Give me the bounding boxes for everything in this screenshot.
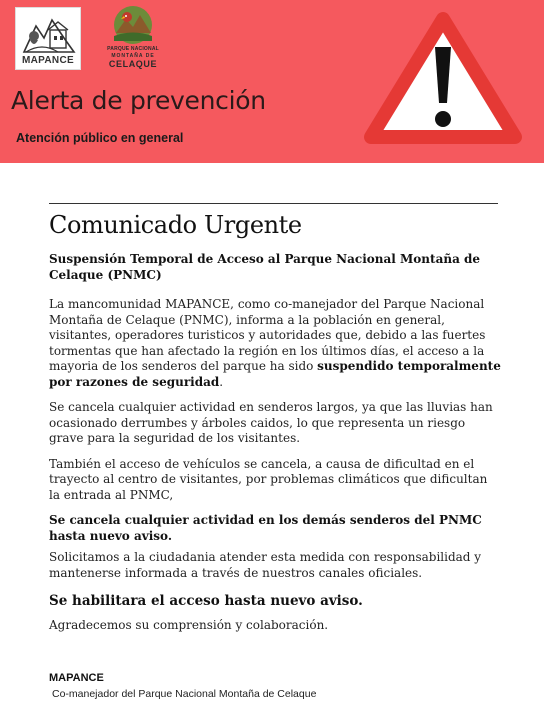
paragraph-intro: [49, 297, 501, 390]
warning-triangle-icon: [362, 9, 524, 145]
paragraph-intro-end: .: [219, 374, 224, 389]
paragraph-trails: Se cancela cualquier actividad en senderos largos, ya que las lluvias han ocasionado derrumbes y árboles caidos, lo que representa un riesgo grave para la seguridad de los visitantes.: [49, 400, 493, 445]
paragraph-intro-text: La mancomunidad MAPANCE, como co-manejador del Parque Nacional Montaña de Celaque (PNMC), informa a la población en general, visitantes, operadores turisticos y autoridades que, debido a las fuertes tormentas que han afectado la región en los últimos días, el acceso a la mayoria de los senderos del parque ha sido: [49, 297, 486, 373]
paragraph-request: Solicitamos a la ciudadania atender esta medida con responsabilidad y mantenerse informada a través de nuestros canales oficiales.: [49, 550, 482, 580]
celaque-logo: [104, 3, 162, 69]
footer-org-name: MAPANCE: [49, 672, 104, 684]
mapance-logo-icon: [22, 12, 76, 54]
alert-subtitle: Atención público en general: [16, 131, 184, 145]
communique-title: Comunicado Urgente: [49, 211, 302, 239]
communique-subheading: Suspensión Temporal de Acceso al Parque Nacional Montaña de Celaque (PNMC): [49, 252, 481, 282]
paragraph-intro-bold: suspendido temporalmente por razones de seguridad: [49, 359, 501, 389]
access-notice-heading: Se habilitara el acceso hasta nuevo aviso.: [49, 593, 363, 609]
celaque-logo-line2: MONTAÑA DE: [111, 53, 155, 59]
mapance-logo-text: MAPANCE: [22, 55, 74, 66]
communique-body: [49, 211, 501, 644]
celaque-logo-line1: PARQUE NACIONAL: [107, 46, 159, 52]
footer-org-description: Co-manejador del Parque Nacional Montaña de Celaque: [52, 688, 317, 700]
title-divider: [49, 203, 498, 204]
paragraph-cancel-notice: Se cancela cualquier actividad en los demás senderos del PNMC hasta nuevo aviso.: [49, 513, 482, 543]
paragraph-thanks: Agradecemos su comprensión y colaboración.: [49, 618, 329, 632]
alert-header: [0, 0, 544, 163]
alert-title: Alerta de prevención: [11, 86, 266, 115]
celaque-logo-line3: CELAQUE: [108, 59, 158, 69]
mapance-logo: [15, 7, 81, 70]
paragraph-vehicles: También el acceso de vehículos se cancela, a causa de dificultad en el trayecto al centro de visitantes, por problemas climáticos que dificultan la entrada al PNMC,: [49, 456, 488, 502]
celaque-logo-icon: [104, 3, 162, 47]
